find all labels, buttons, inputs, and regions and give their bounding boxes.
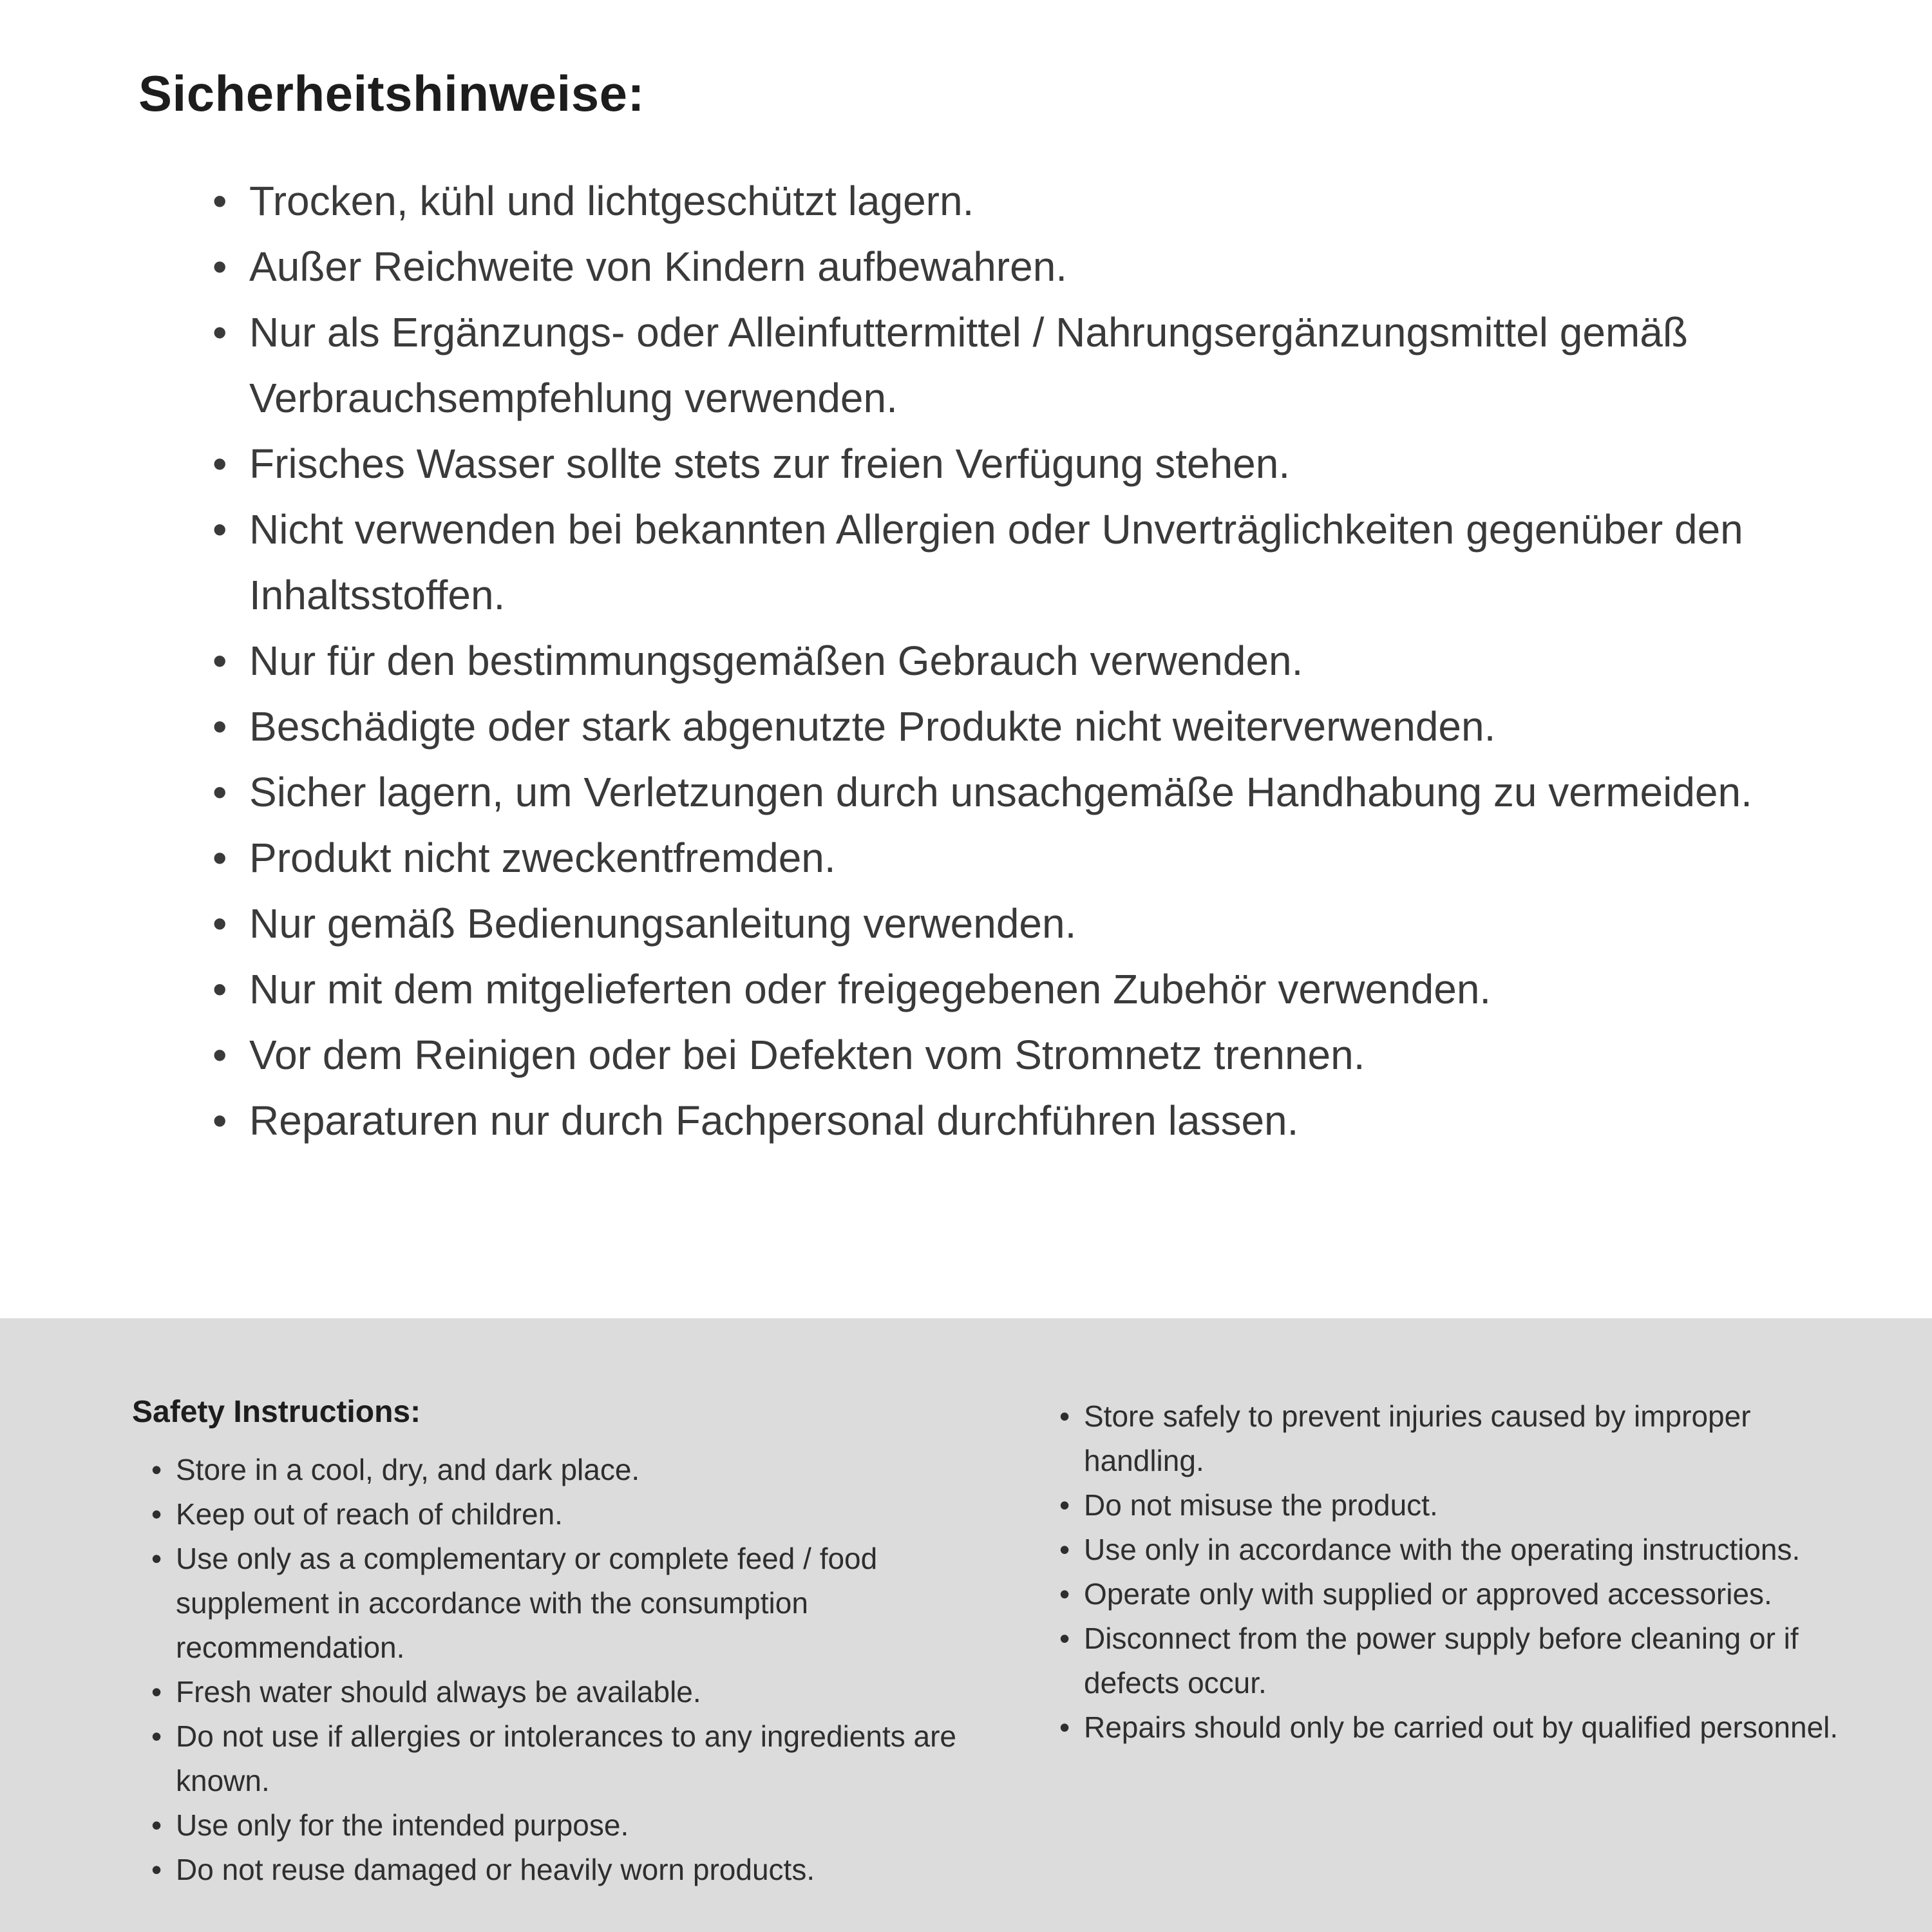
list-item: • Nur mit dem mitgelieferten oder freigegebenen Zubehör verwenden. (177, 956, 1826, 1022)
list-item: • Operate only with supplied or approved accessories. (1040, 1572, 1864, 1616)
list-item: • Nur als Ergänzungs- oder Alleinfuttermittel / Nahrungsergänzungsmittel gemäß Verbrauchsempfehlung verwenden. (177, 299, 1826, 431)
list-item: • Do not reuse damaged or heavily worn products. (132, 1848, 998, 1892)
list-item: • Reparaturen nur durch Fachpersonal durchführen lassen. (177, 1088, 1826, 1153)
list-item: • Nur gemäß Bedienungsanleitung verwenden. (177, 891, 1826, 956)
german-section-title: Sicherheitshinweise: (138, 65, 645, 122)
list-item: • Nicht verwenden bei bekannten Allergien oder Unverträglichkeiten gegenüber den Inhaltsstoffen. (177, 497, 1826, 628)
list-item: • Store safely to prevent injuries caused by improper handling. (1040, 1394, 1864, 1483)
english-left-column (132, 1394, 998, 1932)
list-item: • Frisches Wasser sollte stets zur freien Verfügung stehen. (177, 431, 1826, 497)
list-item: • Produkt nicht zweckentfremden. (177, 825, 1826, 891)
list-item: • Use only in accordance with the operating instructions. (1040, 1528, 1864, 1572)
list-item: • Use only as a complementary or complete feed / food supplement in accordance with the consumption recommendation. (132, 1537, 998, 1670)
list-item: • Fresh water should always be available. (132, 1670, 998, 1714)
english-left-bullet-list (132, 1448, 998, 1892)
list-item: • Repairs should only be carried out by qualified personnel. (1040, 1705, 1864, 1750)
list-item: • Disconnect from the power supply before cleaning or if defects occur. (1040, 1616, 1864, 1705)
german-bullet-list (177, 168, 1826, 1153)
list-item: • Use only for the intended purpose. (132, 1803, 998, 1848)
english-right-column (1040, 1394, 1864, 1932)
list-item: • Sicher lagern, um Verletzungen durch unsachgemäße Handhabung zu vermeiden. (177, 759, 1826, 825)
list-item: • Außer Reichweite von Kindern aufbewahren. (177, 234, 1826, 299)
list-item: • Vor dem Reinigen oder bei Defekten vom Stromnetz trennen. (177, 1022, 1826, 1088)
list-item: • Trocken, kühl und lichtgeschützt lagern. (177, 168, 1826, 234)
list-item: • Do not use if allergies or intolerances to any ingredients are known. (132, 1714, 998, 1803)
english-section (0, 1318, 1932, 1932)
list-item: • Do not misuse the product. (1040, 1483, 1864, 1528)
list-item: • Store in a cool, dry, and dark place. (132, 1448, 998, 1492)
list-item: • Nur für den bestimmungsgemäßen Gebrauch verwenden. (177, 628, 1826, 694)
list-item: • Keep out of reach of children. (132, 1492, 998, 1537)
english-section-title: Safety Instructions: (132, 1395, 421, 1429)
list-item: • Beschädigte oder stark abgenutzte Produkte nicht weiterverwenden. (177, 694, 1826, 759)
english-right-bullet-list (1040, 1394, 1864, 1750)
